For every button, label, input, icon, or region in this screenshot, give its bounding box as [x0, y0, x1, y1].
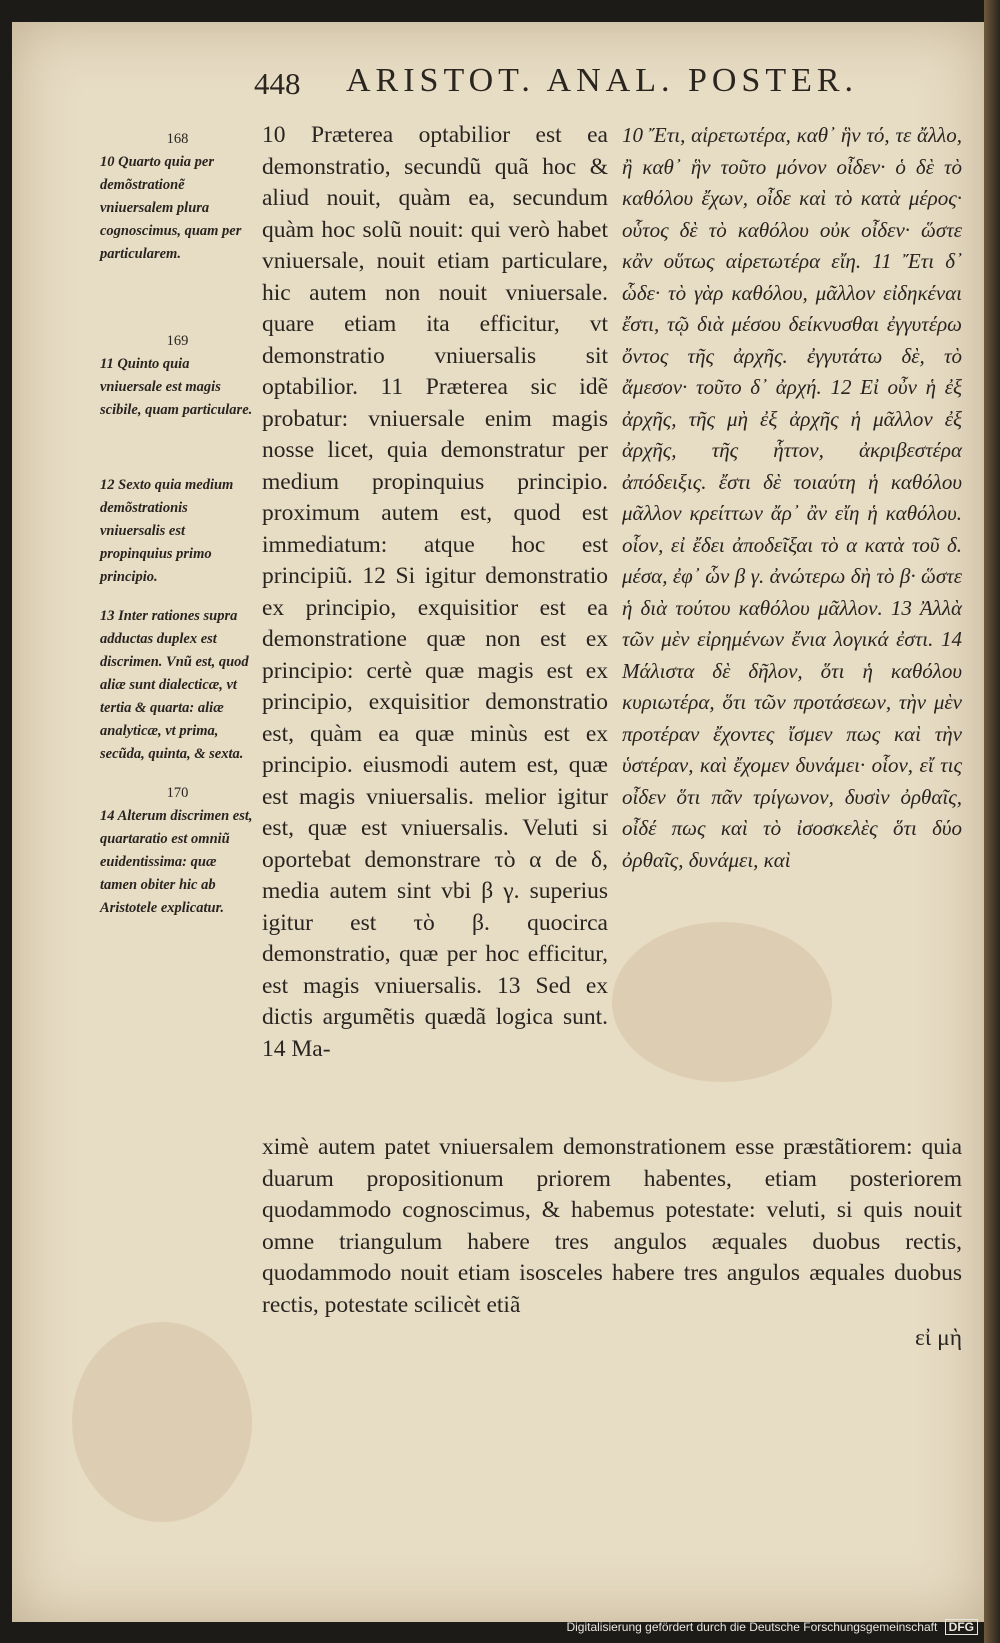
greek-text-column: 10 Ἔτι, αἱρετωτέρα, καθ᾽ ἣν τό, τε ἄλλο, ἢ καθ᾽ ἣν τοῦτο μόνον οἶδεν· ὁ δὲ τὸ καθόλου ἔχων, οἶδε καὶ τὸ κατὰ μέρος· οὗτος δὲ τὸ καθόλου οὐκ οἶδεν· ὥστε κἂν οὕτως αἱρετωτέρα εἴη. 11 Ἔτι δ᾽ ὧδε· τὸ γὰρ καθόλου, μᾶλλον εἰδηκέναι ἔστι, τῷ διὰ μέσου δείκνυσθαι ἐγγυτέρω ὄντος τῆς ἀρχῆς. ἐγγυτάτω δὲ, τὸ ἄμεσον· τοῦτο δ᾽ ἀρχή. 12 Εἰ οὖν ἡ ἐξ ἀρχῆς, τῆς μὴ ἐξ ἀρχῆς ἡ μᾶλλον ἐξ ἀρχῆς, τῆς ἧττον, ἀκριβεστέρα ἀπόδειξις. ἔστι δὲ τοιαύτη ἡ καθόλου μᾶλλον κρείττων ἄρ᾽ ἂν εἴη ἡ καθόλου. οἷον, εἰ ἔδει ἀποδεῖξαι τὸ α κατὰ τοῦ δ. μέσα, ἐφ᾽ ὧν β γ. ἀνώτερω δὴ τὸ β· ὥστε ἡ διὰ τούτου καθόλου μᾶλλον. 13 Ἀλλὰ τῶν μὲν εἰρημένων ἔνια λογικά ἐστι. 14 Μάλιστα δὲ δῆλον, ὅτι ἡ καθόλου κυριωτέρα, ὅτι τῶν προτάσεων, τὴν μὲν προτέραν ἔχοντες ἴσμεν πως καὶ τὴν ὑστέραν, καὶ ἔχομεν δυνάμει· οἷον, εἴ τις οἶδεν ὅτι πᾶν τρίγωνον, δυσὶν ὀρθαῖς, οἶδέ πως καὶ τὸ ἰσοσκελὲς ὅτι δύο ὀρθαῖς, δυνάμει, καὶ — [622, 123, 962, 872]
catchword: εἰ μὴ — [915, 1325, 962, 1351]
margin-note-text: 13 Inter rationes supra adductas duplex est discrimen. Vnũ est, quod aliæ sunt dialecticæ, vt tertia & quarta: aliæ analyticæ, vt prima, secũda, quinta, & sexta. — [100, 608, 249, 762]
margin-notes — [100, 128, 255, 936]
book-edge — [984, 0, 1000, 1643]
margin-note-text: 11 Quinto quia vniuersale est magis scibile, quam particulare. — [100, 356, 253, 418]
margin-note-text: 12 Sexto quia medium demõstrationis vniuersalis est propinquius primo principio. — [100, 477, 234, 585]
running-header — [0, 62, 972, 112]
margin-note-number: 170 — [166, 785, 189, 801]
latin-text-column: 10 Præterea optabilior est ea demonstratio, secundũ quã hoc & aliud nouit, quàm ea, secundum quàm hoc solũ nouit: qui verò habet vniuersale, nouit etiam particulare, hic autem non nouit vniuersale. quare etiam ita efficitur, vt demonstratio vniuersalis sit optabilior. 11 Præterea sic idẽ probatur: vniuersale enim magis nosse licet, quia demonstratur per medium propinquius principio. proximum autem est, quod est immediatum: atque hoc est principiũ. 12 Si igitur demonstratio ex principio, exquisitior est ea demonstratione quæ non est ex principio: certè quæ magis est ex principio, exquisitior demonstratio est, quàm ea quæ minùs est ex principio. eiusmodi autem est, quæ est magis vniuersalis. melior igitur est, quæ est vniuersalis. Veluti si oportebat demonstrare τὸ α de δ, media autem sint vbi β γ. superius igitur est τὸ β. quocirca demonstratio, quæ per hoc efficitur, est magis vniuersalis. 13 Sed ex dictis argumẽtis quædã logica sunt. 14 Ma- — [262, 122, 608, 1062]
paper-stain — [72, 1322, 252, 1522]
footer-credit: Digitalisierung gefördert durch die Deutsche Forschungsgemeinschaft — [566, 1620, 938, 1634]
paper-stain — [612, 922, 832, 1082]
margin-note — [100, 474, 255, 589]
margin-note — [100, 128, 255, 266]
latin-text-continuation — [262, 1132, 962, 1355]
margin-note-text: 10 Quarto quia per demõstrationẽ vniuersalem plura cognoscimus, quam per particularem. — [100, 154, 242, 262]
margin-note — [100, 782, 255, 920]
margin-note-number: 168 — [166, 131, 189, 147]
margin-note — [100, 330, 255, 422]
running-title: ARISTOT. ANAL. POSTER. — [346, 62, 859, 99]
margin-note-text: 14 Alterum discrimen est, quartaratio est omniũ euidentissima: quæ tamen obiter hic ab Aristotele explicatur. — [100, 808, 253, 916]
latin-continuation-text: ximè autem patet vniuersalem demonstrationem esse præstãtiorem: quia duarum propositionum priorem habentes, etiam posteriorem quodammodo cognoscimus, & habemus potestate: veluti, si quis nouit omne triangulum habere tres angulos æquales duobus rectis, quodammodo nouit etiam isosceles habere tres angulos æquales duobus rectis, potestate scilicèt etiã — [262, 1134, 962, 1318]
margin-note-number: 169 — [166, 333, 189, 349]
dfg-logo: DFG — [945, 1619, 978, 1635]
margin-note — [100, 605, 255, 766]
digitization-footer — [566, 1619, 978, 1635]
page-number: 448 — [254, 66, 301, 101]
